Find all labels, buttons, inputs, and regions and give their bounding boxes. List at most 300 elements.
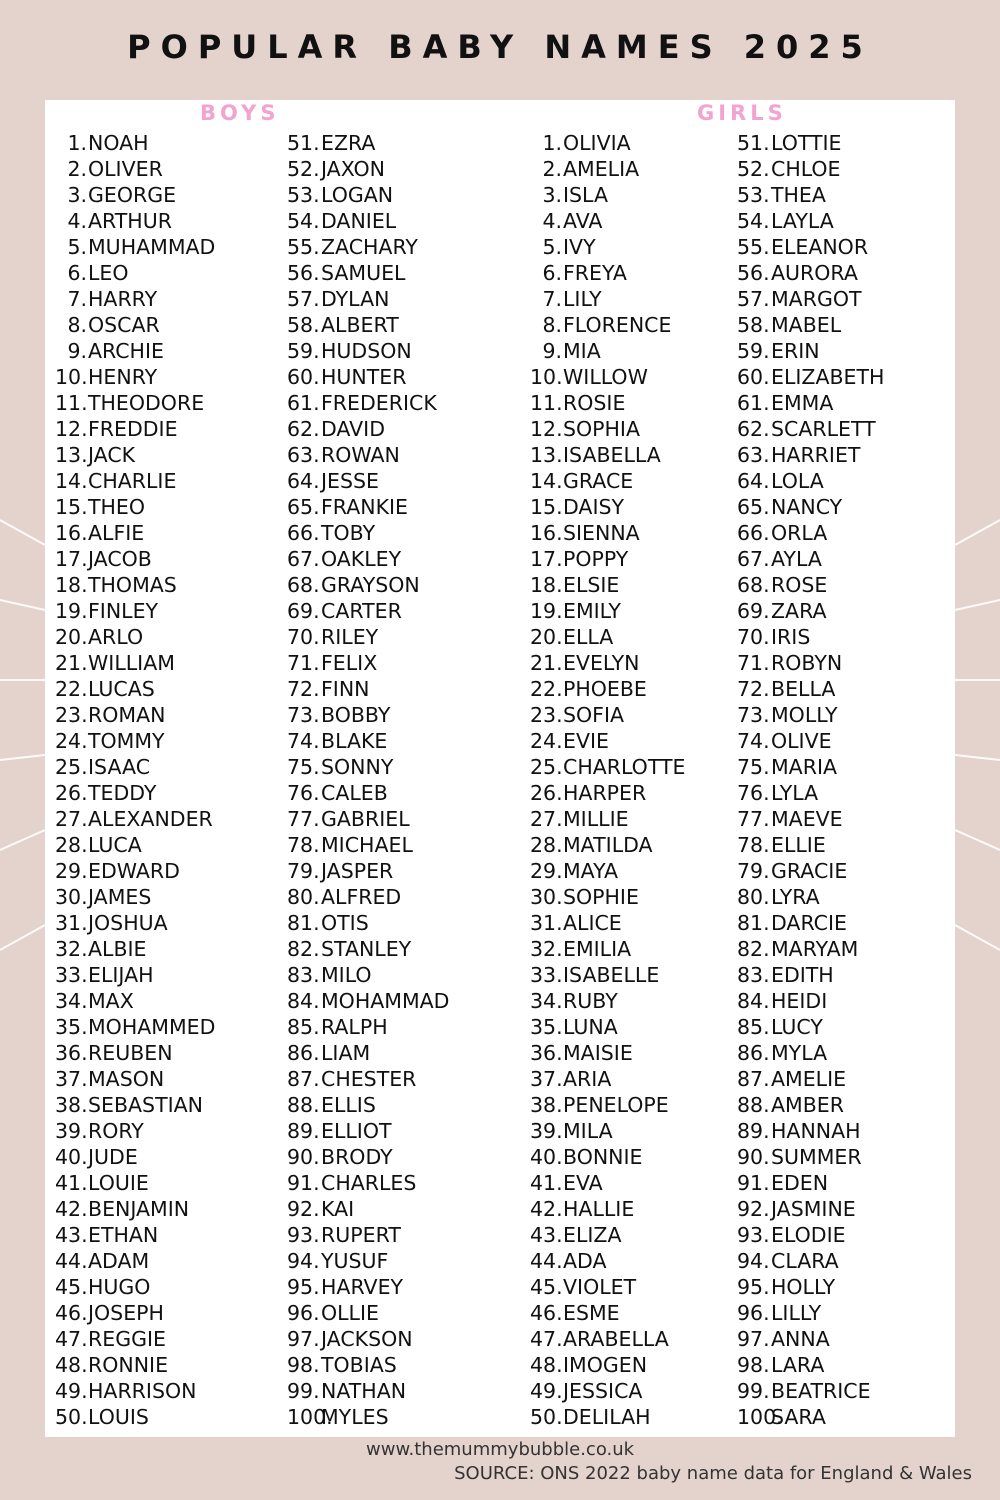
girl-name-row: [737, 312, 884, 338]
baby-name: HALLIE: [563, 1197, 635, 1221]
baby-name: NATHAN: [321, 1379, 407, 1403]
boy-name-row: [55, 572, 215, 598]
baby-name: FLORENCE: [563, 313, 672, 337]
boy-name-row: [55, 754, 215, 780]
girl-name-row: [737, 650, 884, 676]
baby-name: SUMMER: [771, 1145, 862, 1169]
baby-name: LYRA: [771, 885, 820, 909]
girl-name-row: [530, 520, 685, 546]
baby-name: SARA: [771, 1405, 826, 1429]
girl-name-row: [530, 442, 685, 468]
baby-name: EDWARD: [88, 859, 180, 883]
boy-name-row: [287, 598, 449, 624]
rank-number: 59.: [287, 339, 320, 363]
boy-name-row: [287, 520, 449, 546]
girl-name-row: [530, 572, 685, 598]
baby-name: ELSIE: [563, 573, 620, 597]
baby-name: EDITH: [771, 963, 834, 987]
rank-number: 81.: [287, 911, 320, 935]
baby-name: GRAYSON: [321, 573, 420, 597]
baby-name: ERIN: [771, 339, 820, 363]
rank-number: 51.: [287, 131, 320, 155]
baby-name: ALFRED: [321, 885, 402, 909]
rank-number: 26.: [530, 781, 563, 805]
girl-name-row: [737, 1092, 884, 1118]
rank-number: 6.: [542, 261, 562, 285]
baby-name: MASON: [88, 1067, 165, 1091]
rank-number: 64.: [287, 469, 320, 493]
girl-name-row: [530, 338, 685, 364]
girl-name-row: [530, 806, 685, 832]
rank-number: 16.: [55, 521, 88, 545]
rank-number: 53.: [287, 183, 320, 207]
girl-name-row: [530, 650, 685, 676]
baby-name: RORY: [88, 1119, 144, 1143]
rank-number: 18.: [530, 573, 563, 597]
boy-name-row: [287, 962, 449, 988]
rank-number: 63.: [737, 443, 770, 467]
baby-name: JOSEPH: [88, 1301, 164, 1325]
rank-number: 10.: [530, 365, 563, 389]
rank-number: 72.: [287, 677, 320, 701]
boy-name-row: [287, 208, 449, 234]
boy-name-row: [55, 910, 215, 936]
rank-number: 45.: [530, 1275, 563, 1299]
baby-name: ELLIE: [771, 833, 826, 857]
boy-name-row: [55, 1196, 215, 1222]
rank-number: 48.: [55, 1353, 88, 1377]
baby-name: OTIS: [321, 911, 369, 935]
rank-number: 77.: [287, 807, 320, 831]
boy-name-row: [287, 702, 449, 728]
baby-name: REUBEN: [88, 1041, 173, 1065]
rank-number: 57.: [737, 287, 770, 311]
rank-number: 43.: [530, 1223, 563, 1247]
baby-name: MUHAMMAD: [88, 235, 216, 259]
rank-number: 82.: [737, 937, 770, 961]
boy-name-row: [287, 1118, 449, 1144]
boy-name-row: [55, 260, 215, 286]
rank-number: 1.: [542, 131, 562, 155]
rank-number: 65.: [737, 495, 770, 519]
rank-number: 100.: [737, 1405, 783, 1429]
baby-name: JESSICA: [563, 1379, 643, 1403]
baby-name: THEA: [771, 183, 826, 207]
baby-name: CALEB: [321, 781, 388, 805]
girl-name-row: [530, 1222, 685, 1248]
girl-name-row: [737, 1196, 884, 1222]
baby-name: FREDERICK: [321, 391, 437, 415]
baby-name: OLLIE: [321, 1301, 379, 1325]
baby-name: JACKSON: [321, 1327, 413, 1351]
rank-number: 98.: [287, 1353, 320, 1377]
baby-name: ELLIS: [321, 1093, 376, 1117]
girl-name-row: [737, 1300, 884, 1326]
rank-number: 42.: [55, 1197, 88, 1221]
baby-name: AMELIA: [563, 157, 640, 181]
baby-name: FINLEY: [88, 599, 159, 623]
baby-name: EMILY: [563, 599, 621, 623]
rank-number: 33.: [55, 963, 88, 987]
boy-name-row: [287, 1066, 449, 1092]
baby-name: HUNTER: [321, 365, 407, 389]
boy-name-row: [287, 1092, 449, 1118]
baby-name: LOUIE: [88, 1171, 149, 1195]
rank-number: 27.: [530, 807, 563, 831]
boy-name-row: [287, 1326, 449, 1352]
girl-name-row: [737, 416, 884, 442]
baby-name: AURORA: [771, 261, 858, 285]
boy-name-row: [55, 468, 215, 494]
baby-name: CHARLOTTE: [563, 755, 686, 779]
rank-number: 93.: [737, 1223, 770, 1247]
boy-name-row: [287, 780, 449, 806]
girl-name-row: [737, 364, 884, 390]
rank-number: 84.: [287, 989, 320, 1013]
girl-name-row: [737, 1326, 884, 1352]
girl-name-row: [530, 1092, 685, 1118]
rank-number: 23.: [530, 703, 563, 727]
girl-name-row: [530, 416, 685, 442]
baby-name: KAI: [321, 1197, 355, 1221]
boy-name-row: [55, 884, 215, 910]
rank-number: 98.: [737, 1353, 770, 1377]
rank-number: 41.: [530, 1171, 563, 1195]
rank-number: 51.: [737, 131, 770, 155]
baby-name: TEDDY: [88, 781, 157, 805]
baby-name: TOBY: [321, 521, 376, 545]
rank-number: 91.: [287, 1171, 320, 1195]
boy-name-row: [287, 754, 449, 780]
rank-number: 90.: [287, 1145, 320, 1169]
baby-name: ROBYN: [771, 651, 843, 675]
baby-name: BOBBY: [321, 703, 391, 727]
baby-name: ELLA: [563, 625, 614, 649]
baby-name: SEBASTIAN: [88, 1093, 203, 1117]
rank-number: 75.: [287, 755, 320, 779]
girl-name-row: [530, 754, 685, 780]
rank-number: 47.: [530, 1327, 563, 1351]
rank-number: 24.: [55, 729, 88, 753]
baby-name: LUNA: [563, 1015, 618, 1039]
girl-name-row: [737, 936, 884, 962]
baby-name: MARYAM: [771, 937, 859, 961]
baby-name: JACOB: [88, 547, 152, 571]
girl-name-row: [737, 1248, 884, 1274]
rank-number: 71.: [737, 651, 770, 675]
rank-number: 74.: [287, 729, 320, 753]
girl-name-row: [737, 390, 884, 416]
rank-number: 62.: [737, 417, 770, 441]
rank-number: 60.: [287, 365, 320, 389]
girl-name-row: [737, 546, 884, 572]
boy-name-row: [287, 650, 449, 676]
boy-name-row: [287, 1222, 449, 1248]
baby-name: MILO: [321, 963, 372, 987]
boy-name-row: [287, 1014, 449, 1040]
rank-number: 27.: [55, 807, 88, 831]
rank-number: 78.: [737, 833, 770, 857]
girl-name-row: [737, 234, 884, 260]
rank-number: 8.: [542, 313, 562, 337]
baby-name: ROWAN: [321, 443, 400, 467]
baby-name: BLAKE: [321, 729, 388, 753]
rank-number: 34.: [55, 989, 88, 1013]
rank-number: 88.: [737, 1093, 770, 1117]
baby-name: ANNA: [771, 1327, 830, 1351]
boy-name-row: [55, 962, 215, 988]
boy-name-row: [55, 1014, 215, 1040]
baby-name: MOLLY: [771, 703, 838, 727]
baby-name: ALBERT: [321, 313, 399, 337]
baby-name: AYLA: [771, 547, 822, 571]
baby-name: GRACIE: [771, 859, 848, 883]
rank-number: 40.: [530, 1145, 563, 1169]
rank-number: 46.: [530, 1301, 563, 1325]
boy-name-row: [287, 364, 449, 390]
baby-name: MAX: [88, 989, 134, 1013]
girls-heading: GIRLS: [697, 101, 787, 125]
girl-name-row: [530, 1248, 685, 1274]
baby-name: EMMA: [771, 391, 834, 415]
boy-name-row: [287, 390, 449, 416]
boy-name-row: [55, 1118, 215, 1144]
girl-name-row: [530, 780, 685, 806]
girl-name-row: [530, 1404, 685, 1430]
baby-name: HUGO: [88, 1275, 151, 1299]
rank-number: 70.: [737, 625, 770, 649]
boy-name-row: [55, 520, 215, 546]
baby-name: AMBER: [771, 1093, 844, 1117]
baby-name: IMOGEN: [563, 1353, 648, 1377]
baby-name: RALPH: [321, 1015, 388, 1039]
baby-name: MILLIE: [563, 807, 629, 831]
boys-list-1-50: [55, 130, 215, 1430]
rank-number: 97.: [287, 1327, 320, 1351]
boy-name-row: [287, 338, 449, 364]
rank-number: 36.: [55, 1041, 88, 1065]
girl-name-row: [737, 520, 884, 546]
boy-name-row: [55, 1066, 215, 1092]
boy-name-row: [287, 1378, 449, 1404]
boy-name-row: [55, 182, 215, 208]
baby-name: DAVID: [321, 417, 385, 441]
rank-number: 10.: [55, 365, 88, 389]
boy-name-row: [287, 1248, 449, 1274]
rank-number: 63.: [287, 443, 320, 467]
baby-name: CHESTER: [321, 1067, 417, 1091]
rank-number: 76.: [287, 781, 320, 805]
rank-number: 50.: [530, 1405, 563, 1429]
baby-name: MOHAMMED: [88, 1015, 216, 1039]
baby-name: AVA: [563, 209, 603, 233]
baby-name: RUPERT: [321, 1223, 401, 1247]
rank-number: 14.: [55, 469, 88, 493]
girl-name-row: [737, 728, 884, 754]
boy-name-row: [55, 1352, 215, 1378]
girls-list-1-50: [530, 130, 685, 1430]
baby-name: LUCA: [88, 833, 142, 857]
rank-number: 59.: [737, 339, 770, 363]
boy-name-row: [55, 1248, 215, 1274]
girl-name-row: [737, 676, 884, 702]
boy-name-row: [55, 1378, 215, 1404]
baby-name: CLARA: [771, 1249, 839, 1273]
boys-heading: BOYS: [200, 101, 280, 125]
baby-name: BRODY: [321, 1145, 393, 1169]
baby-name: GRACE: [563, 469, 634, 493]
rank-number: 71.: [287, 651, 320, 675]
baby-name: EMILIA: [563, 937, 632, 961]
baby-name: ELODIE: [771, 1223, 846, 1247]
rank-number: 32.: [55, 937, 88, 961]
girl-name-row: [530, 494, 685, 520]
boy-name-row: [287, 1352, 449, 1378]
boy-name-row: [287, 910, 449, 936]
boy-name-row: [287, 728, 449, 754]
baby-name: NOAH: [88, 131, 149, 155]
rank-number: 100.: [287, 1405, 333, 1429]
baby-name: POPPY: [563, 547, 629, 571]
girl-name-row: [530, 988, 685, 1014]
girl-name-row: [737, 1352, 884, 1378]
baby-name: OLIVER: [88, 157, 163, 181]
rank-number: 44.: [530, 1249, 563, 1273]
baby-name: ISABELLE: [563, 963, 660, 987]
rank-number: 70.: [287, 625, 320, 649]
baby-name: REGGIE: [88, 1327, 166, 1351]
boy-name-row: [287, 468, 449, 494]
page-title: POPULAR BABY NAMES 2025: [127, 28, 873, 66]
baby-name: BONNIE: [563, 1145, 643, 1169]
baby-name: SIENNA: [563, 521, 640, 545]
boy-name-row: [287, 858, 449, 884]
girl-name-row: [530, 1378, 685, 1404]
rank-number: 6.: [67, 261, 87, 285]
rank-number: 12.: [530, 417, 563, 441]
rank-number: 52.: [287, 157, 320, 181]
baby-name: TOBIAS: [321, 1353, 397, 1377]
baby-name: SCARLETT: [771, 417, 876, 441]
boy-name-row: [55, 416, 215, 442]
girl-name-row: [737, 780, 884, 806]
rank-number: 28.: [55, 833, 88, 857]
boy-name-row: [287, 572, 449, 598]
girl-name-row: [737, 754, 884, 780]
rank-number: 13.: [55, 443, 88, 467]
girl-name-row: [737, 468, 884, 494]
girl-name-row: [530, 884, 685, 910]
baby-name: MAYA: [563, 859, 619, 883]
boy-name-row: [55, 988, 215, 1014]
baby-name: RILEY: [321, 625, 379, 649]
rank-number: 2.: [67, 157, 87, 181]
baby-name: CHLOE: [771, 157, 841, 181]
baby-name: LILY: [563, 287, 602, 311]
rank-number: 18.: [55, 573, 88, 597]
rank-number: 85.: [737, 1015, 770, 1039]
boy-name-row: [287, 260, 449, 286]
baby-name: MILA: [563, 1119, 613, 1143]
boy-name-row: [55, 728, 215, 754]
girl-name-row: [530, 1118, 685, 1144]
rank-number: 54.: [737, 209, 770, 233]
rank-number: 35.: [530, 1015, 563, 1039]
boy-name-row: [55, 234, 215, 260]
boy-name-row: [287, 312, 449, 338]
rank-number: 20.: [530, 625, 563, 649]
rank-number: 3.: [542, 183, 562, 207]
rank-number: 8.: [67, 313, 87, 337]
baby-name: FELIX: [321, 651, 378, 675]
rank-number: 43.: [55, 1223, 88, 1247]
rank-number: 29.: [55, 859, 88, 883]
rank-number: 14.: [530, 469, 563, 493]
girl-name-row: [737, 1014, 884, 1040]
baby-name: LOLA: [771, 469, 824, 493]
baby-name: IVY: [563, 235, 596, 259]
boy-name-row: [55, 598, 215, 624]
rank-number: 96.: [737, 1301, 770, 1325]
baby-name: MOHAMMAD: [321, 989, 450, 1013]
baby-name: NANCY: [771, 495, 843, 519]
rank-number: 37.: [55, 1067, 88, 1091]
rank-number: 15.: [55, 495, 88, 519]
rank-number: 26.: [55, 781, 88, 805]
boy-name-row: [287, 624, 449, 650]
rank-number: 87.: [287, 1067, 320, 1091]
baby-name: LOUIS: [88, 1405, 149, 1429]
baby-name: ARABELLA: [563, 1327, 669, 1351]
rank-number: 29.: [530, 859, 563, 883]
baby-name: SOFIA: [563, 703, 625, 727]
baby-name: JUDE: [88, 1145, 138, 1169]
baby-name: LEO: [88, 261, 129, 285]
baby-name: STANLEY: [321, 937, 412, 961]
rank-number: 20.: [55, 625, 88, 649]
girl-name-row: [737, 1274, 884, 1300]
rank-number: 57.: [287, 287, 320, 311]
girl-name-row: [530, 286, 685, 312]
rank-number: 96.: [287, 1301, 320, 1325]
baby-name: ELIZABETH: [771, 365, 885, 389]
rank-number: 39.: [530, 1119, 563, 1143]
girl-name-row: [737, 1170, 884, 1196]
rank-number: 69.: [737, 599, 770, 623]
baby-name: FRANKIE: [321, 495, 409, 519]
baby-name: HARPER: [563, 781, 647, 805]
boy-name-row: [55, 390, 215, 416]
boy-name-row: [55, 832, 215, 858]
rank-number: 95.: [287, 1275, 320, 1299]
girl-name-row: [737, 884, 884, 910]
girl-name-row: [530, 728, 685, 754]
girl-name-row: [737, 1040, 884, 1066]
rank-number: 44.: [55, 1249, 88, 1273]
girl-name-row: [737, 910, 884, 936]
girl-name-row: [737, 858, 884, 884]
boy-name-row: [55, 1274, 215, 1300]
boy-name-row: [287, 832, 449, 858]
rank-number: 15.: [530, 495, 563, 519]
baby-name: SONNY: [321, 755, 394, 779]
rank-number: 19.: [530, 599, 563, 623]
rank-number: 61.: [737, 391, 770, 415]
baby-name: PENELOPE: [563, 1093, 669, 1117]
girl-name-row: [737, 1144, 884, 1170]
baby-name: AMELIE: [771, 1067, 847, 1091]
rank-number: 13.: [530, 443, 563, 467]
